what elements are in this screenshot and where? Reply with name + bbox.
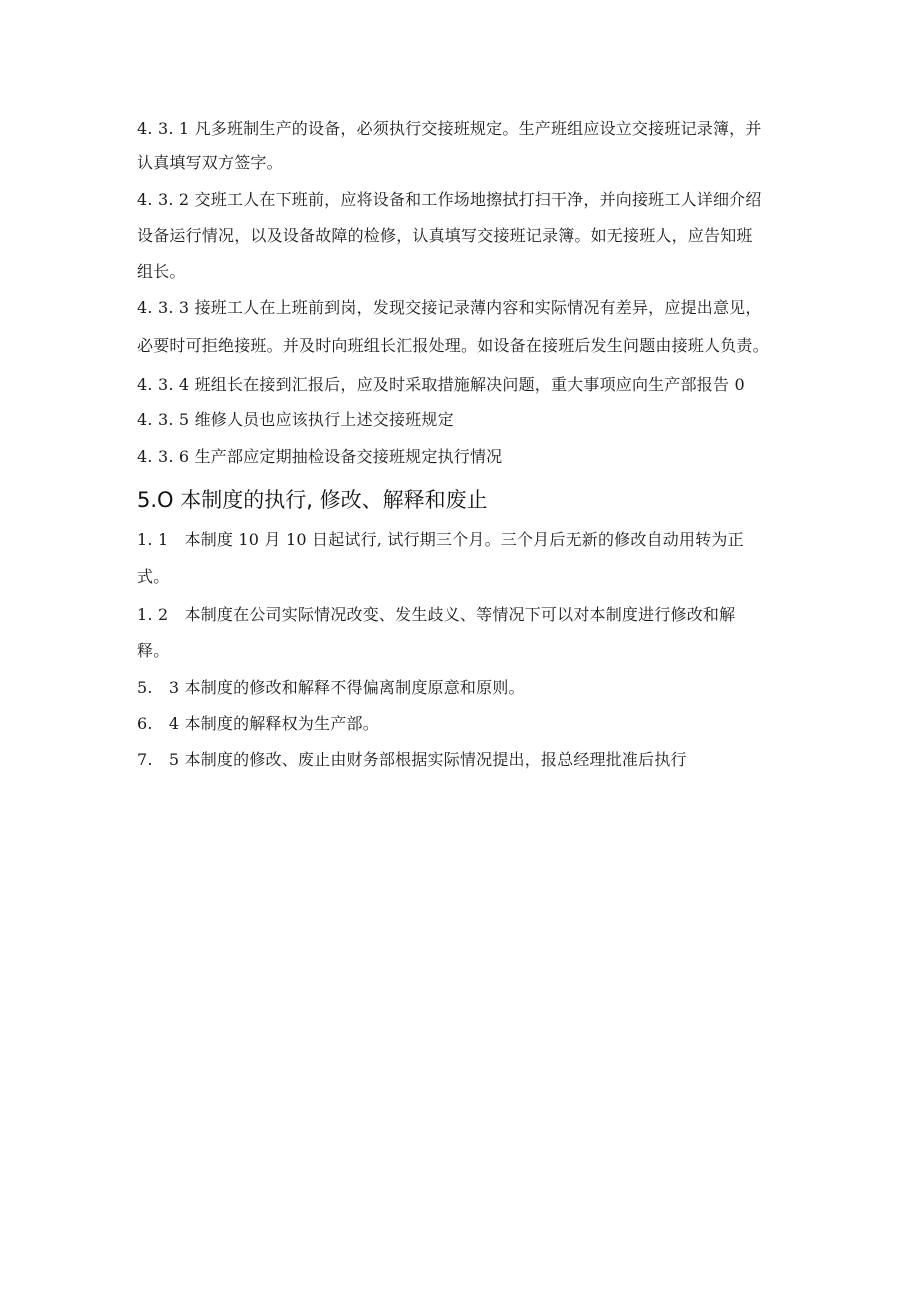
clause-5-4: 6. 4 本制度的解释权为生产部。 <box>137 714 379 733</box>
section-5-heading: 5.O 本制度的执行, 修改、解释和废止 <box>137 488 488 512</box>
clause-5-2-line-1: 1. 2 本制度在公司实际情况改变、发生歧义、等情况下可以对本制度进行修改和解 <box>137 605 736 624</box>
clause-4-3-5: 4. 3. 5 维修人员也应该执行上述交接班规定 <box>137 410 454 429</box>
clause-5-1-line-1: 1. 1 本制度 10 月 10 日起试行, 试行期三个月。三个月后无新的修改自动用转为正 <box>137 530 744 549</box>
clause-5-1-line-2: 式。 <box>137 567 170 586</box>
clause-5-5: 7. 5 本制度的修改、废止由财务部根据实际情况提出，报总经理批准后执行 <box>137 750 687 769</box>
clause-4-3-2-line-3: 组长。 <box>137 262 186 281</box>
clause-4-3-2-line-1: 4. 3. 2 交班工人在下班前，应将设备和工作场地擦拭打扫干净，并向接班工人详细介绍 <box>137 190 762 209</box>
clause-4-3-3-line-2: 必要时可拒绝接班。并及时向班组长汇报处理。如设备在接班后发生问题由接班人负责。 <box>137 336 769 355</box>
clause-5-2-line-2: 释。 <box>137 641 170 660</box>
clause-4-3-1-line-2: 认真填写双方签字。 <box>137 153 283 172</box>
clause-5-3: 5. 3 本制度的修改和解释不得偏离制度原意和原则。 <box>137 678 525 697</box>
clause-4-3-1-line-1: 4. 3. 1 凡多班制生产的设备，必须执行交接班规定。生产班组应设立交接班记录簿，并 <box>137 119 762 138</box>
clause-4-3-2-line-2: 设备运行情况，以及设备故障的检修，认真填写交接班记录簿。如无接班人，应告知班 <box>137 226 753 245</box>
clause-4-3-6: 4. 3. 6 生产部应定期抽检设备交接班规定执行情况 <box>137 447 503 466</box>
clause-4-3-4: 4. 3. 4 班组长在接到汇报后，应及时采取措施解决问题，重大事项应向生产部报告 0 <box>137 375 745 394</box>
clause-4-3-3-line-1: 4. 3. 3 接班工人在上班前到岗，发现交接记录薄内容和实际情况有差异，应提出意见， <box>137 298 762 317</box>
